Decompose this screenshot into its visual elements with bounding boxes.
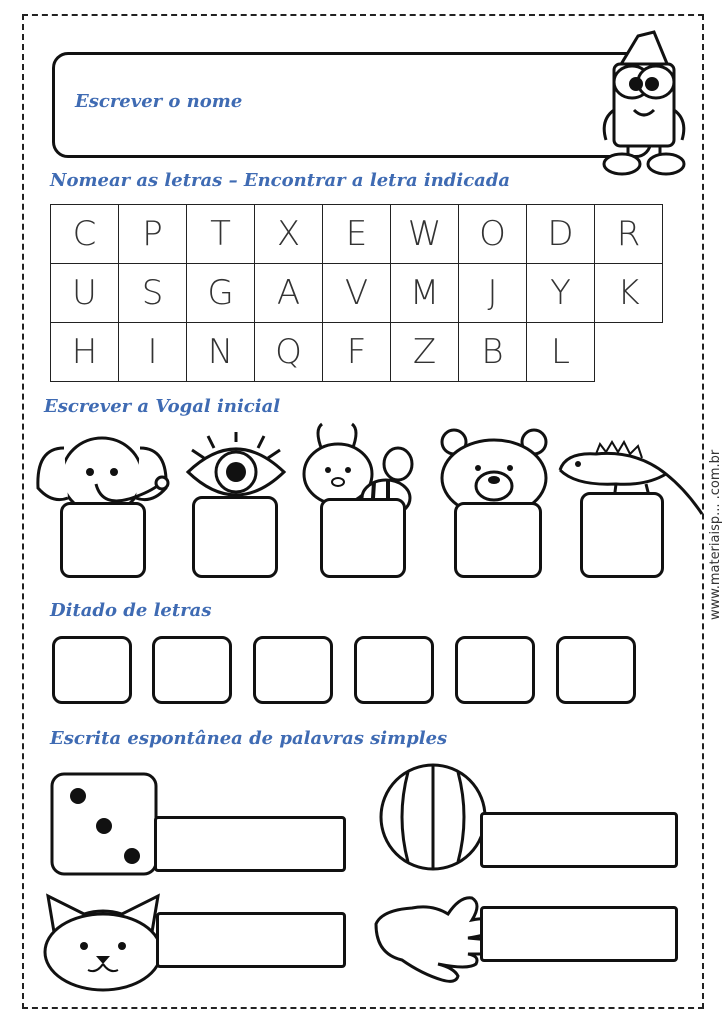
letter-cell[interactable]: M: [391, 264, 459, 323]
letter-cell[interactable]: D: [527, 205, 595, 264]
name-field[interactable]: [52, 52, 652, 158]
dictation-box[interactable]: [556, 636, 636, 704]
word-answer-box[interactable]: [154, 816, 346, 872]
vowel-answer-box[interactable]: [580, 492, 664, 578]
word-answer-box[interactable]: [156, 912, 346, 968]
letter-cell[interactable]: R: [595, 205, 663, 264]
letter-cell[interactable]: L: [527, 323, 595, 382]
letter-cell-empty: [595, 323, 663, 382]
word-answer-box[interactable]: [480, 906, 678, 962]
mascot-icon: [598, 30, 690, 180]
name-label: Escrever o nome: [75, 91, 243, 112]
dictation-heading: Ditado de letras: [50, 600, 212, 621]
letter-cell[interactable]: T: [187, 205, 255, 264]
letter-cell[interactable]: O: [459, 205, 527, 264]
letter-cell[interactable]: H: [51, 323, 119, 382]
letter-cell[interactable]: W: [391, 205, 459, 264]
vowel-heading: Escrever a Vogal inicial: [44, 396, 281, 417]
dictation-box[interactable]: [253, 636, 333, 704]
letter-cell[interactable]: Y: [527, 264, 595, 323]
letter-cell[interactable]: I: [119, 323, 187, 382]
letter-cell[interactable]: X: [255, 205, 323, 264]
vowel-answer-box[interactable]: [454, 502, 542, 578]
letter-cell[interactable]: Q: [255, 323, 323, 382]
letter-grid: [50, 204, 663, 382]
letter-cell[interactable]: P: [119, 205, 187, 264]
letter-cell[interactable]: G: [187, 264, 255, 323]
letter-cell[interactable]: U: [51, 264, 119, 323]
dictation-box[interactable]: [152, 636, 232, 704]
letter-cell[interactable]: J: [459, 264, 527, 323]
letter-cell[interactable]: A: [255, 264, 323, 323]
letter-cell[interactable]: S: [119, 264, 187, 323]
writing-heading: Escrita espontânea de palavras simples: [50, 728, 448, 749]
ball-icon: [378, 762, 488, 872]
word-answer-box[interactable]: [480, 812, 678, 868]
letter-cell[interactable]: V: [323, 264, 391, 323]
vowel-answer-box[interactable]: [192, 496, 278, 578]
cat-icon: [40, 892, 166, 992]
letter-cell[interactable]: F: [323, 323, 391, 382]
letter-cell[interactable]: B: [459, 323, 527, 382]
letter-cell[interactable]: E: [323, 205, 391, 264]
dictation-box[interactable]: [354, 636, 434, 704]
letter-cell[interactable]: N: [187, 323, 255, 382]
dictation-box[interactable]: [455, 636, 535, 704]
vowel-answer-box[interactable]: [320, 498, 406, 578]
letter-cell[interactable]: Z: [391, 323, 459, 382]
vowel-answer-box[interactable]: [60, 502, 146, 578]
watermark: www.materiaisp... .com.br: [708, 449, 723, 620]
dictation-box[interactable]: [52, 636, 132, 704]
letter-cell[interactable]: C: [51, 205, 119, 264]
letter-cell[interactable]: K: [595, 264, 663, 323]
dice-icon: [50, 772, 160, 876]
letters-heading: Nomear as letras – Encontrar a letra indicada: [50, 170, 511, 191]
